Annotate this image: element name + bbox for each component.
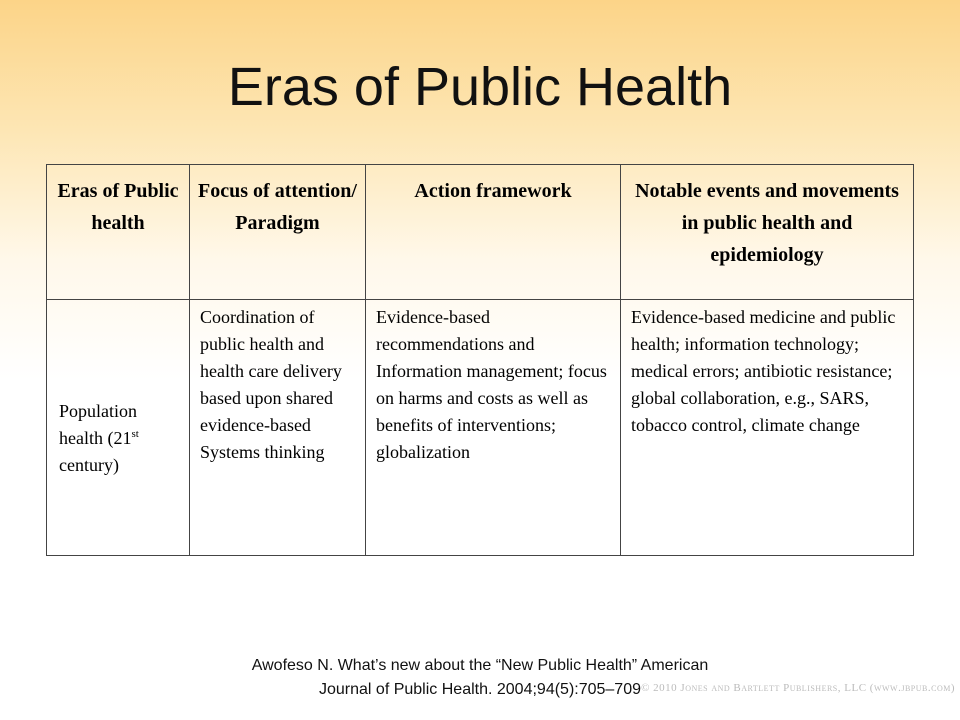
- cell-action: Evidence-based recommendations and Information management; focus on harms and costs as well as benefits of interventions; globalization: [366, 300, 621, 556]
- table-header-row: [47, 165, 914, 300]
- header-action: Action framework: [366, 165, 621, 300]
- era-text: Population health (21: [59, 401, 138, 448]
- cell-era: [47, 300, 190, 556]
- cell-events: Evidence-based medicine and public health; information technology; medical errors; antibiotic resistance; global collaboration, e.g., SARS, tobacco control, climate change: [621, 300, 914, 556]
- slide-title: Eras of Public Health: [227, 57, 733, 117]
- header-eras: Eras of Public health: [47, 165, 190, 300]
- copyright-watermark: © 2010 Jones and Bartlett Publishers, LLC (www.jbpub.com): [641, 682, 955, 694]
- citation-line-1: Awofeso N. What’s new about the “New Public Health” American: [251, 657, 709, 674]
- header-focus: Focus of attention/ Paradigm: [190, 165, 366, 300]
- era-text-end: century): [59, 455, 119, 475]
- citation-line-2: Journal of Public Health. 2004;94(5):705–709: [319, 681, 641, 698]
- era-superscript: st: [131, 428, 139, 440]
- header-events: Notable events and movements in public health and epidemiology: [621, 165, 914, 300]
- cell-focus: Coordination of public health and health care delivery based upon shared evidence-based Systems thinking: [190, 300, 366, 556]
- citation: [0, 654, 960, 702]
- table-row: [47, 300, 914, 556]
- eras-table: [46, 164, 914, 556]
